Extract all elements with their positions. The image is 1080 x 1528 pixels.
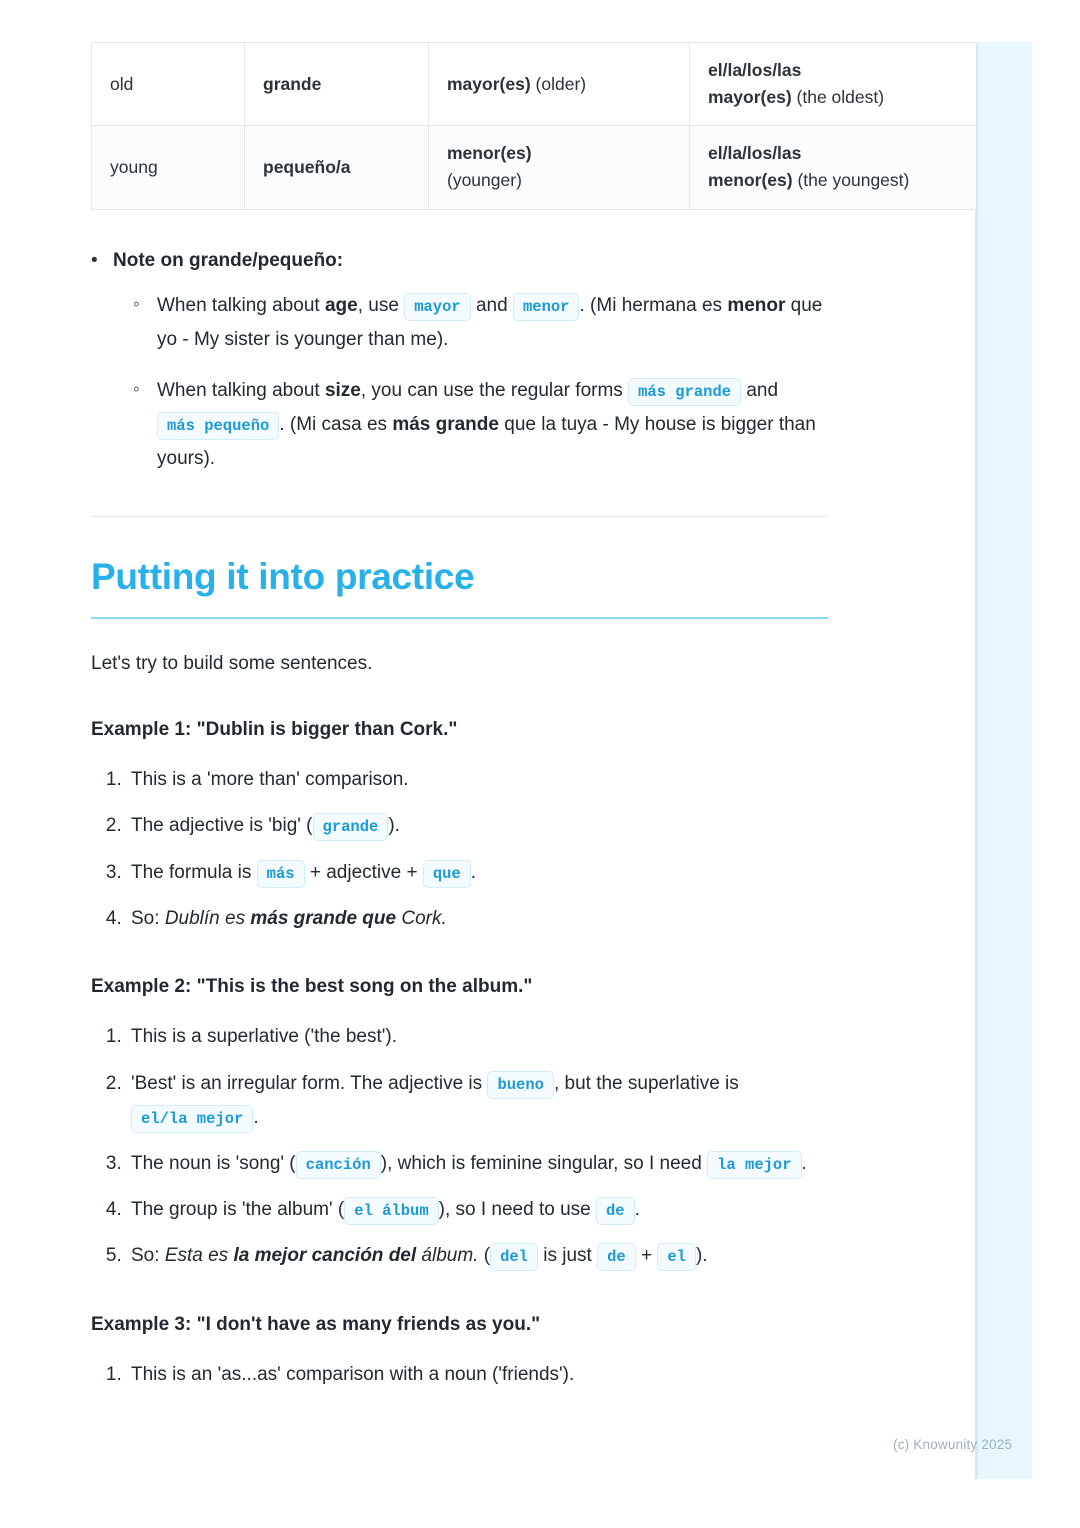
text: This is a 'more than' comparison. (131, 769, 409, 791)
code-del: del (490, 1243, 538, 1271)
intro-paragraph: Let's try to build some sentences. (91, 652, 373, 674)
text: This is a superlative ('the best'). (131, 1026, 397, 1048)
code-el: el (657, 1243, 696, 1271)
code-bueno: bueno (487, 1071, 554, 1099)
list-item (127, 1020, 828, 1054)
emphasis-age: age (324, 294, 358, 316)
example1-heading: Example 1: "Dublin is bigger than Cork." (91, 718, 458, 740)
emphasis-mas-grande: más grande (392, 414, 499, 436)
text: The adjective is 'big' ( (131, 815, 313, 837)
superlative-gloss: (the oldest) (796, 87, 885, 108)
code-cancion: canción (296, 1151, 381, 1179)
code-que: que (423, 860, 471, 888)
code-la-mejor: la mejor (707, 1151, 801, 1179)
cell-superlative (690, 126, 977, 209)
watermark: (c) Knowunity 2025 (893, 1437, 1013, 1452)
text: The group is 'the album' ( (131, 1199, 345, 1221)
list-item (127, 763, 828, 797)
code-mayor: mayor (404, 293, 471, 321)
list-item (127, 902, 828, 936)
text: The formula is (131, 861, 257, 883)
sentence-highlight: la mejor canción del (233, 1245, 417, 1267)
text: and (741, 380, 779, 402)
code-el-la-mejor: el/la mejor (131, 1105, 253, 1133)
note-item (113, 244, 828, 476)
superlative-form: menor(es) (708, 170, 793, 191)
text: When talking about (157, 380, 325, 402)
text: and (470, 294, 513, 316)
text: ), so I need to use (438, 1199, 596, 1221)
superlative-article: el/la/los/las (708, 60, 802, 80)
page-title: Putting it into practice (91, 555, 475, 597)
cell-spanish: pequeño/a (245, 126, 429, 209)
table-row (92, 126, 977, 209)
sentence-highlight: más grande que (250, 907, 397, 929)
list-item (127, 1239, 828, 1273)
list-item (127, 1193, 828, 1227)
note-age (157, 289, 828, 357)
text: + adjective + (304, 861, 423, 883)
code-de-2: de (597, 1243, 636, 1271)
list-item (127, 856, 828, 890)
list-item (127, 1067, 828, 1135)
code-de: de (596, 1197, 635, 1225)
example3-heading: Example 3: "I don't have as many friends as you." (91, 1313, 541, 1335)
text: , you can use the regular forms (360, 380, 629, 402)
superlative-gloss: (the youngest) (797, 170, 910, 191)
code-mas-grande: más grande (628, 378, 741, 406)
text: ). (388, 815, 400, 837)
cell-spanish: grande (245, 43, 429, 126)
example3-steps (91, 1358, 828, 1392)
text: So: (131, 1245, 165, 1267)
table-row (92, 43, 977, 126)
text: . (253, 1106, 259, 1128)
code-grande: grande (313, 813, 389, 841)
cell-comparative (429, 126, 690, 209)
comparative-form: mayor(es) (447, 73, 531, 94)
section-underline (91, 617, 828, 619)
text: When talking about (157, 294, 325, 316)
text: . (470, 861, 477, 883)
superlative-form: mayor(es) (708, 87, 792, 108)
text: is just (537, 1245, 598, 1267)
text: , but the superlative is (553, 1072, 739, 1094)
cell-comparative (429, 43, 690, 126)
cell-english: young (92, 126, 245, 209)
code-el-album: el álbum (344, 1197, 438, 1225)
text: ), which is feminine singular, so I need (380, 1152, 708, 1174)
comparatives-table (91, 42, 977, 210)
code-menor: menor (513, 293, 580, 321)
decorative-side-band (975, 42, 1032, 1479)
sentence-part: Dublín es (164, 907, 251, 929)
text: . (Mi hermana es (579, 294, 728, 316)
emphasis-size: size (324, 380, 361, 402)
sentence-part: álbum. (416, 1245, 479, 1267)
text: . (801, 1152, 807, 1174)
text: , use (357, 294, 405, 316)
emphasis-menor: menor (727, 294, 786, 316)
list-item (127, 1147, 828, 1181)
text: que yo - My sister is younger than me). (157, 294, 823, 350)
text: ). (695, 1245, 708, 1267)
sentence-part: Esta es (164, 1245, 234, 1267)
comparative-gloss: (younger) (447, 170, 522, 191)
decorative-side-band-edge (975, 42, 978, 1479)
text: . (634, 1199, 640, 1221)
comparative-gloss: (older) (535, 73, 587, 94)
text: ( (478, 1245, 491, 1267)
text: . (Mi casa es (279, 414, 393, 436)
example1-steps (91, 763, 828, 936)
text: The noun is 'song' ( (131, 1152, 296, 1174)
notes-list (91, 244, 828, 476)
text: This is an 'as...as' comparison with a noun ('friends'). (131, 1363, 575, 1385)
text: So: (131, 907, 165, 929)
text: que la tuya - My house is bigger than yours). (157, 414, 816, 469)
note-size (157, 374, 828, 475)
note-sublist (113, 289, 828, 476)
text: 'Best' is an irregular form. The adjective is (131, 1072, 488, 1094)
comparative-form: menor(es) (447, 143, 532, 164)
code-mas: más (257, 860, 305, 888)
example2-heading: Example 2: "This is the best song on the album." (91, 976, 533, 998)
section-divider (91, 516, 828, 517)
text: + (635, 1245, 658, 1267)
superlative-article: el/la/los/las (708, 143, 802, 164)
example2-steps (91, 1020, 828, 1273)
list-item (127, 809, 828, 843)
cell-english: old (92, 43, 245, 126)
list-item (127, 1358, 828, 1392)
page-content (91, 42, 910, 1404)
cell-superlative (690, 43, 977, 126)
note-title: Note on grande/pequeño: (113, 249, 344, 271)
code-mas-pequeno: más pequeño (157, 412, 279, 440)
sentence-part: Cork. (396, 907, 447, 929)
